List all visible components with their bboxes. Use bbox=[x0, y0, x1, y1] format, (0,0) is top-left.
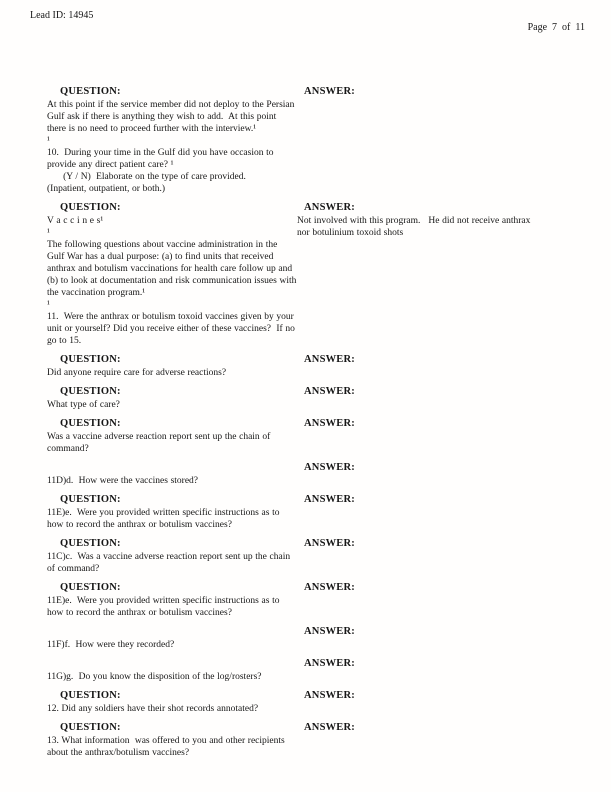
answer-label: ANSWER: bbox=[304, 354, 355, 365]
label-row bbox=[47, 381, 585, 399]
question-label-cell bbox=[47, 717, 297, 735]
question-text bbox=[47, 399, 297, 411]
qa-block bbox=[47, 717, 585, 759]
question-label-cell bbox=[47, 413, 297, 431]
question-text bbox=[47, 475, 297, 487]
answer-label-cell bbox=[297, 413, 585, 431]
answer-label-cell bbox=[297, 489, 585, 507]
answer-label-cell bbox=[297, 381, 585, 399]
question-text bbox=[47, 507, 297, 531]
answer-label-cell bbox=[297, 685, 585, 703]
question-paragraph: 11. Were the anthrax or botulism toxoid vaccines given by your unit or yourself? Did you receive either of these vaccines? If no go to 15. bbox=[47, 312, 298, 346]
question-label-cell bbox=[47, 577, 297, 595]
question-paragraph: ¹ bbox=[47, 136, 50, 146]
question-paragraph: (Inpatient, outpatient, or both.) bbox=[47, 184, 166, 194]
answer-label-cell bbox=[297, 717, 585, 735]
label-row bbox=[47, 413, 585, 431]
qa-block bbox=[47, 457, 585, 487]
question-label: QUESTION: bbox=[60, 494, 121, 505]
answer-label-cell bbox=[297, 533, 585, 551]
qa-block bbox=[47, 489, 585, 531]
body-row bbox=[47, 475, 585, 487]
qa-block bbox=[47, 533, 585, 575]
answer-label-cell bbox=[297, 81, 585, 99]
label-row bbox=[47, 349, 585, 367]
question-label-cell bbox=[47, 81, 297, 99]
answer-label: ANSWER: bbox=[304, 538, 355, 549]
body-row bbox=[47, 399, 585, 411]
answer-text bbox=[297, 215, 585, 239]
question-paragraph: 12. Did any soldiers have their shot records annotated? bbox=[47, 704, 259, 714]
body-row bbox=[47, 551, 585, 575]
question-label: QUESTION: bbox=[60, 86, 121, 97]
question-label: QUESTION: bbox=[60, 538, 121, 549]
question-paragraph: 11C)c. Was a vaccine adverse reaction report sent up the chain of command? bbox=[47, 552, 293, 574]
answer-label-cell bbox=[297, 621, 585, 639]
qa-block bbox=[47, 381, 585, 411]
question-label: QUESTION: bbox=[60, 386, 121, 397]
question-paragraph: Did anyone require care for adverse reactions? bbox=[47, 368, 227, 378]
question-label: QUESTION: bbox=[60, 722, 121, 733]
question-label-cell bbox=[47, 489, 297, 507]
question-text bbox=[47, 367, 297, 379]
answer-label-cell bbox=[297, 653, 585, 671]
question-text bbox=[47, 735, 297, 759]
qa-block bbox=[47, 197, 585, 347]
lead-id: Lead ID: 14945 bbox=[30, 10, 94, 21]
answer-label: ANSWER: bbox=[304, 626, 355, 637]
body-row bbox=[47, 671, 585, 683]
answer-label: ANSWER: bbox=[304, 494, 355, 505]
question-label-cell bbox=[47, 349, 297, 367]
qa-content bbox=[47, 81, 585, 761]
label-row bbox=[47, 653, 585, 671]
answer-label: ANSWER: bbox=[304, 86, 355, 97]
qa-block bbox=[47, 349, 585, 379]
label-row bbox=[47, 717, 585, 735]
question-paragraph: At this point if the service member did not deploy to the Persian Gulf ask if there is anything they wish to add. At this point there is no need to proceed further with the interview.¹ bbox=[47, 100, 298, 134]
answer-label: ANSWER: bbox=[304, 658, 355, 669]
question-paragraph: 13. What information was offered to you and other recipients about the anthrax/botulism vaccines? bbox=[47, 736, 288, 758]
answer-label: ANSWER: bbox=[304, 462, 355, 473]
question-paragraph: V a c c i n e s¹ bbox=[47, 216, 104, 226]
label-row bbox=[47, 197, 585, 215]
qa-block bbox=[47, 577, 585, 619]
question-label: QUESTION: bbox=[60, 354, 121, 365]
question-text bbox=[47, 99, 297, 195]
question-text bbox=[47, 551, 297, 575]
body-row bbox=[47, 703, 585, 715]
question-label: QUESTION: bbox=[60, 582, 121, 593]
question-paragraph: 11E)e. Were you provided written specific instructions as to how to record the anthrax or botulism vaccines? bbox=[47, 508, 283, 530]
answer-label-cell bbox=[297, 197, 585, 215]
body-row bbox=[47, 215, 585, 347]
body-row bbox=[47, 507, 585, 531]
question-label-cell bbox=[47, 197, 297, 215]
question-paragraph: (Y / N) Elaborate on the type of care provided. bbox=[47, 172, 246, 182]
question-paragraph: 11D)d. How were the vaccines stored? bbox=[47, 476, 199, 486]
answer-label: ANSWER: bbox=[304, 202, 355, 213]
body-row bbox=[47, 735, 585, 759]
question-label: QUESTION: bbox=[60, 418, 121, 429]
question-text bbox=[47, 639, 297, 651]
answer-label: ANSWER: bbox=[304, 582, 355, 593]
question-text bbox=[47, 703, 297, 715]
qa-block bbox=[47, 685, 585, 715]
question-paragraph: 11G)g. Do you know the disposition of the log/rosters? bbox=[47, 672, 262, 682]
answer-label-cell bbox=[297, 349, 585, 367]
label-row bbox=[47, 577, 585, 595]
question-text bbox=[47, 215, 300, 347]
question-text bbox=[47, 431, 297, 455]
qa-block bbox=[47, 621, 585, 651]
label-row bbox=[47, 621, 585, 639]
question-paragraph: ¹ bbox=[47, 228, 50, 238]
answer-paragraph: Not involved with this program. He did not receive anthrax nor botulinium toxoid shots bbox=[297, 216, 534, 238]
label-row bbox=[47, 81, 585, 99]
question-paragraph: 10. During your time in the Gulf did you have occasion to provide any direct patient care? ¹ bbox=[47, 148, 277, 170]
answer-label: ANSWER: bbox=[304, 722, 355, 733]
qa-block bbox=[47, 81, 585, 195]
body-row bbox=[47, 431, 585, 455]
question-paragraph: 11F)f. How were they recorded? bbox=[47, 640, 175, 650]
answer-label-cell bbox=[297, 457, 585, 475]
question-paragraph: Was a vaccine adverse reaction report sent up the chain of command? bbox=[47, 432, 273, 454]
question-paragraph: 11E)e. Were you provided written specific instructions as to how to record the anthrax or botulism vaccines? bbox=[47, 596, 283, 618]
question-label: QUESTION: bbox=[60, 690, 121, 701]
body-row bbox=[47, 639, 585, 651]
question-text bbox=[47, 595, 297, 619]
page-number: Page 7 of 11 bbox=[527, 22, 585, 33]
question-label-cell bbox=[47, 685, 297, 703]
body-row bbox=[47, 595, 585, 619]
question-label: QUESTION: bbox=[60, 202, 121, 213]
answer-label: ANSWER: bbox=[304, 386, 355, 397]
label-row bbox=[47, 533, 585, 551]
answer-label: ANSWER: bbox=[304, 418, 355, 429]
label-row bbox=[47, 489, 585, 507]
answer-label: ANSWER: bbox=[304, 690, 355, 701]
question-label-cell bbox=[47, 381, 297, 399]
question-paragraph: The following questions about vaccine administration in the Gulf War has a dual purpose: (a) to find units that received anthrax and botulism vaccinations for health care follow up and (b) to look at documentation and risk communication issues with the vaccination program.¹ bbox=[47, 240, 300, 298]
label-row bbox=[47, 457, 585, 475]
question-text bbox=[47, 671, 297, 683]
body-row bbox=[47, 99, 585, 195]
qa-block bbox=[47, 413, 585, 455]
label-row bbox=[47, 685, 585, 703]
question-label-cell bbox=[47, 533, 297, 551]
answer-label-cell bbox=[297, 577, 585, 595]
question-paragraph: ¹ bbox=[47, 300, 50, 310]
body-row bbox=[47, 367, 585, 379]
question-paragraph: What type of care? bbox=[47, 400, 120, 410]
qa-block bbox=[47, 653, 585, 683]
